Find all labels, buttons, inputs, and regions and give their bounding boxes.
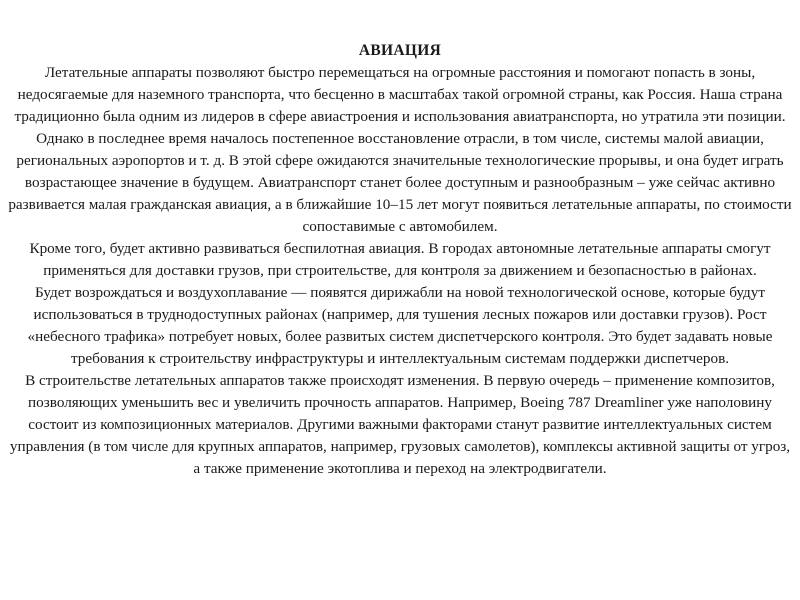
paragraph-drones: Кроме того, будет активно развиваться беспилотная авиация. В городах автономные летательные аппараты смогут применяться для доставки грузов, при строительстве, для контроля за движением и безопасностью в районах. [29, 240, 771, 279]
document-body [0, 40, 800, 480]
document-title: АВИАЦИЯ [358, 42, 442, 59]
paragraph-construction: В строительстве летательных аппаратов также происходят изменения. В первую очередь – применение композитов, позволяющих уменьшить вес и увеличить прочность аппаратов. Например, Boeing 787 Dreamliner уже наполовину состоит из композиционных материалов. Другими важными факторами станут развитие интеллектуальных систем управления (в том числе для крупных аппаратов, например, грузовых самолетов), комплексы активной защиты от угроз, а также применение экотоплива и переход на электродвигатели. [9, 372, 791, 477]
paragraph-aeronautics: Будет возрождаться и воздухоплавание — появятся дирижабли на новой технологической основе, которые будут использоваться в труднодоступных районах (например, для тушения лесных пожаров или доставки грузов). Рост «небесного трафика» потребует новых, более развитых систем диспетчерского контроля. Это будет задавать новые требования к строительству инфраструктуры и интеллектуальным системам поддержки диспетчеров. [27, 284, 773, 367]
paragraph-intro: Летательные аппараты позволяют быстро перемещаться на огромные расстояния и помогают попасть в зоны, недосягаемые для наземного транспорта, что бесценно в масштабах такой огромной страны, как Россия. Наша страна традиционно была одним из лидеров в сфере авиастроения и использования авиатранспорта, но утратила эти позиции. Однако в последнее время началось постепенное восстановление отрасли, в том числе, системы малой авиации, региональных аэропортов и т. д. В этой сфере ожидаются значительные технологические прорывы, и она будет играть возрастающее значение в будущем. Авиатранспорт станет более доступным и разнообразным – уже сейчас активно развивается малая гражданская авиация, а в ближайшие 10–15 лет могут появиться летательные аппараты, по стоимости сопоставимые с автомобилем. [8, 64, 792, 235]
